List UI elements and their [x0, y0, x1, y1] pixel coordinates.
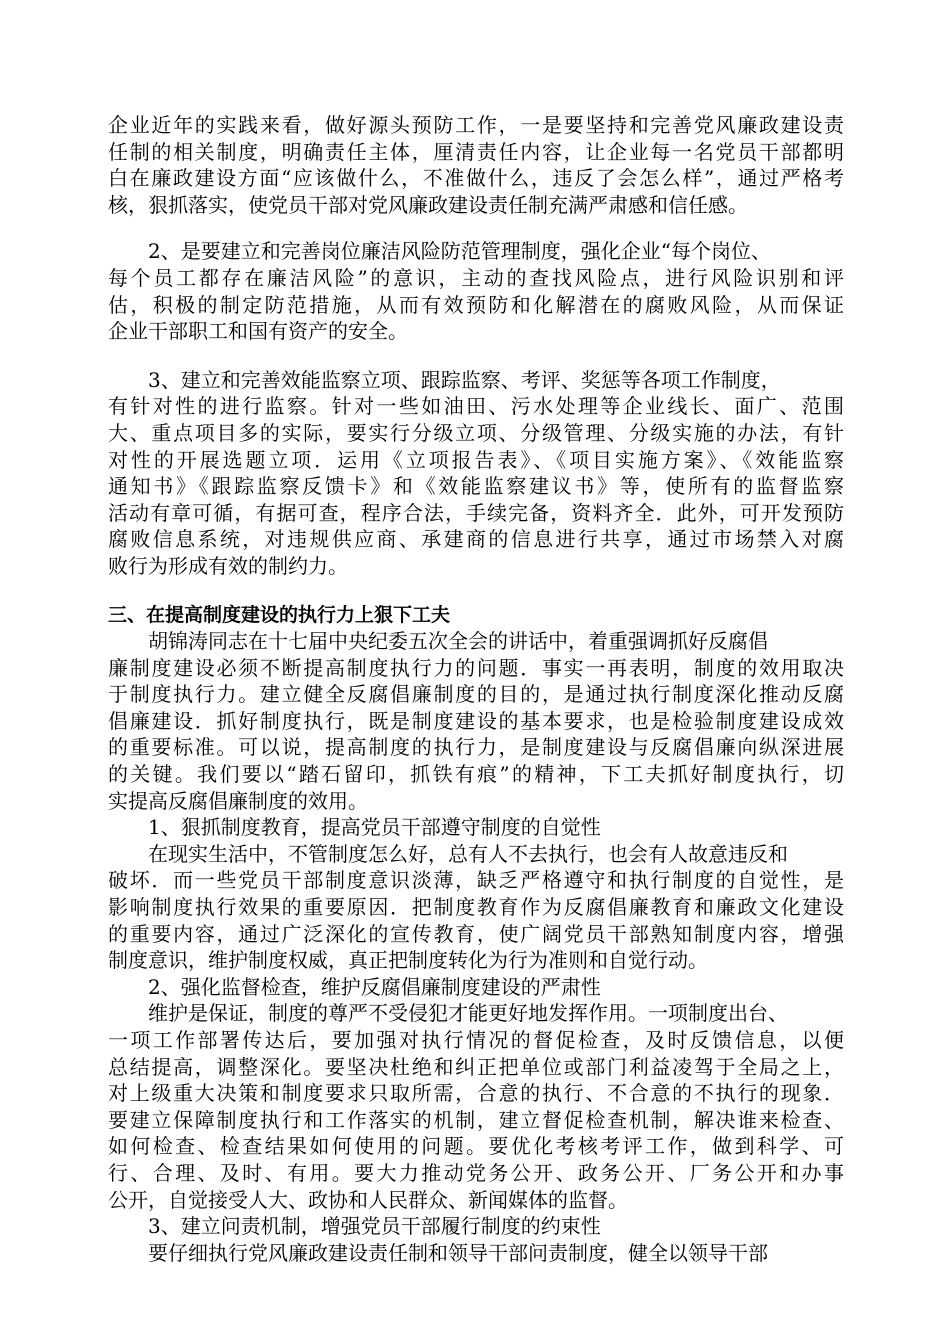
text-line: 于制度执行力。建立健全反腐倡廉制度的目的，是通过执行制度深化推动反腐 — [108, 682, 844, 707]
text-line: 的重要内容，通过广泛深化的宣传教育，使广阔党员干部熟知制度内容，增强 — [108, 921, 844, 946]
text-line: 制度意识，维护制度权威，真正把制度转化为行为准则和自觉行动。 — [108, 948, 708, 973]
text-line: 对上级重大决策和制度要求只取所需，合意的执行、不合意的不执行的现象． — [108, 1081, 844, 1106]
text-line: 3、建立和完善效能监察立项、跟踪监察、考评、奖惩等各项工作制度， — [148, 367, 781, 392]
text-line: 实提高反腐倡廉制度的效用。 — [108, 788, 368, 813]
text-line: 核，狠抓落实，使党员干部对党风廉政建设责任制充满严肃感和信任感。 — [108, 192, 748, 217]
text-line: 如何检查、检查结果如何使用的问题。要优化考核考评工作，做到科学、可 — [108, 1134, 844, 1159]
text-line: 的关键。我们要以“踏石留印，抓铁有痕”的精神，下工夫抓好制度执行，切 — [108, 762, 844, 787]
text-line: 要仔细执行党风廉政建设责任制和领导干部问责制度，健全以领导干部 — [148, 1240, 768, 1265]
text-line: 破坏．而一些党员干部制度意识淡薄，缺乏严格遵守和执行制度的自觉性，是 — [108, 868, 844, 893]
text-line: 倡廉建设．抓好制度执行，既是制度建设的基本要求，也是检验制度建设成效 — [108, 708, 844, 733]
subheading: 1、狠抓制度教育，提高党员干部遵守制度的自觉性 — [148, 815, 601, 840]
text-line: 任制的相关制度，明确责任主体，厘清责任内容，让企业每一名党员干部都明 — [108, 139, 844, 164]
text-line: 2、是要建立和完善岗位廉洁风险防范管理制度，强化企业“每个岗位、 — [148, 239, 771, 264]
text-line: 通知书》《跟踪监察反馈卡》和《效能监察建议书》等，使所有的监督监察 — [108, 474, 844, 499]
section-heading: 三、在提高制度建设的执行力上狠下工夫 — [108, 603, 451, 626]
text-line: 廉制度建设必须不断提高制度执行力的问题．事实一再表明，制度的效用取决 — [108, 655, 844, 680]
paragraph-efficiency-supervision — [108, 367, 844, 580]
subheading: 3、建立问责机制，增强党员干部履行制度的约束性 — [148, 1214, 601, 1239]
text-line: 企业干部职工和国有资产的安全。 — [108, 319, 408, 344]
text-line: 一项工作部署传达后，要加强对执行情况的督促检查，及时反馈信息，以便 — [108, 1028, 844, 1052]
text-line: 行、合理、及时、有用。要大力推动党务公开、政务公开、厂务公开和办事 — [108, 1160, 844, 1185]
text-line: 腐败信息系统，对违规供应商、承建商的信息进行共享，通过市场禁入对腐 — [108, 527, 844, 552]
text-line: 每个员工都存在廉洁风险”的意识，主动的查找风险点，进行风险识别和评 — [108, 265, 844, 290]
text-line: 总结提高，调整深化。要坚决杜绝和纠正把单位或部门利益凌驾于全局之上， — [108, 1054, 844, 1079]
text-line: 企业近年的实践来看，做好源头预防工作，一是要坚持和完善党风廉政建设责 — [108, 113, 844, 137]
section-three — [108, 602, 844, 1267]
text-line: 要建立保障制度执行和工作落实的机制，建立督促检查机制，解决谁来检查、 — [108, 1107, 844, 1132]
text-line: 对性的开展选题立项．运用《立项报告表》、《项目实施方案》、《效能监察 — [108, 447, 844, 472]
document-page — [108, 112, 844, 1266]
text-line: 估，积极的制定防范措施，从而有效预防和化解潜在的腐败风险，从而保证 — [108, 292, 844, 317]
text-line: 公开，自觉接受人大、政协和人民群众、新闻媒体的监督。 — [108, 1187, 628, 1212]
text-line: 有针对性的进行监察。针对一些如油田、污水处理等企业线长、面广、范围 — [108, 394, 844, 419]
text-line: 维护是保证，制度的尊严不受侵犯才能更好地发挥作用。一项制度出台、 — [148, 1001, 788, 1026]
text-line: 胡锦涛同志在十七届中央纪委五次全会的讲话中，着重强调抓好反腐倡 — [148, 629, 768, 654]
text-line: 在现实生活中，不管制度怎么好，总有人不去执行，也会有人故意违反和 — [148, 841, 788, 866]
text-line: 活动有章可循，有据可查，程序合法，手续完备，资料齐全．此外，可开发预防 — [108, 500, 844, 525]
subheading: 2、强化监督检查，维护反腐倡廉制度建设的严肃性 — [148, 974, 601, 999]
text-line: 白在廉政建设方面“应该做什么，不准做什么，违反了会怎么样”，通过严格考 — [108, 166, 844, 191]
paragraph-responsibility-system — [108, 112, 844, 218]
text-line: 的重要标准。可以说，提高制度的执行力，是制度建设与反腐倡廉向纵深进展 — [108, 735, 844, 760]
text-line: 影响制度执行效果的重要原因．把制度教育作为反腐倡廉教育和廉政文化建设 — [108, 895, 844, 920]
text-line: 败行为形成有效的制约力。 — [108, 553, 348, 578]
paragraph-integrity-risk — [108, 238, 844, 344]
text-line: 大、重点项目多的实际，要实行分级立项、分级管理、分级实施的办法，有针 — [108, 420, 844, 445]
